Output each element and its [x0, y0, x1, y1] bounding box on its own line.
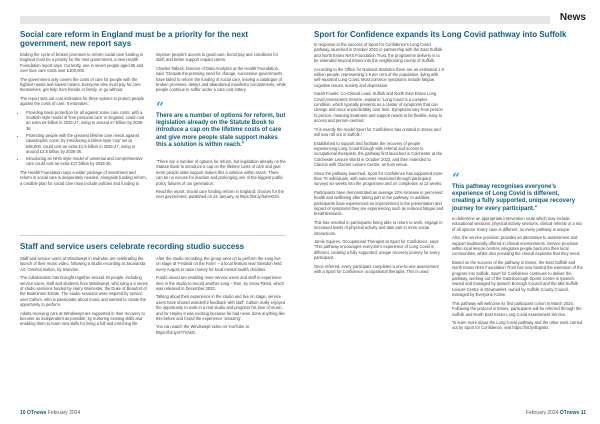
article1-p1: Ending the cycle of broken promises to reform social care funding in England must be a priority for the next government, a new Health Foundation report says. Currently, one in seven people aged 65 and over face care costs over £100,000.	[20, 52, 144, 74]
article1-column2	[156, 52, 286, 96]
article1-col2-top: improve people's access to good care, boost pay and conditions for staff, and better support unpaid carers.	[156, 52, 279, 63]
article2-column2	[156, 256, 286, 338]
article2-p2: The collaboration has brought together around 40 people, including service users, staff and students from Windswept, who sang a a series of studio sessions funded by Harry Worcester, the Duke of Beaufort of the Badminton Estate. The studio sessions were inspired by service user Callum, who is passionate about music and wanted to create the opportunity to perform.	[20, 275, 148, 308]
article1-pull-quote	[156, 100, 286, 149]
article3-p: Once referred, every participant completes a one-to-one assessment with a Sport for Confidence occupational therapist. This is used	[314, 263, 439, 275]
left-footer	[20, 410, 80, 416]
article1-quote-text: There are a number of options for reform, but legislation already on the Statute Book to introduce a cap on the lifetime costs of care and give more people state support makes this a solution is within reach."	[156, 113, 286, 148]
brand-name: OTnews	[26, 410, 47, 416]
article3-p: Participants have demonstrated an average 22% increase in perceived health and wellbeing after taking part in the pathway. In addition, participants have experienced an improvement in the presentation and impact of symptoms they are experiencing such as reduced fatigue and breathlessness.	[314, 189, 444, 217]
footer-date: February 2024	[525, 410, 559, 416]
article1-bullet: • Providing basic protection for all against some care costs, with a Scottish-style model of 'free personal care' in England, could cost an extra £6 billion in 2026-27, rising to around £7 billion by 2035-36.	[26, 110, 148, 132]
article3-col2-p: Based on the success of the pathway in Essex, the East Suffolk and North Essex NHS Foundation Trust has now funded the extension of the program into Suffolk. Sport for Confidence continues to deliver the pathway, working out of the Gainsborough Sports Centre in Ipswich, owned and managed by Ipswich Borough Council and the Mid Suffolk Leisure Centre in Stowmarket, owned by Suffolk County Council, managed by Everyone Active.	[452, 259, 583, 298]
right-footer	[526, 410, 586, 416]
section-divider	[20, 235, 286, 236]
article3-pull-quote	[452, 171, 584, 213]
article3-p: According to the Office for National Statistics there are an estimated 1.9 million people, representing 2.9 per cent of the population, living with self-reported Long Covid. Most common symptoms include fatigue, cognitive issues, anxiety and depression.	[314, 66, 444, 88]
article2-p3: Adults receiving care at Windswept are supported in their recovery to become as independent as possible, by nurturing existing skills and enabling them to learn new skills for living a full and enriching life.	[20, 310, 145, 327]
right-page	[300, 0, 600, 424]
article3-p: "It is exactly the model Sport for Confidence has created in Essex and will now roll out in Suffolk."	[314, 126, 441, 138]
article1-bullet-list	[20, 110, 148, 167]
article1-col2-p3: "There are a number of options for reform, but legislation already on the Statute Book to introduce a cap on the lifetime costs of care and give more people state support makes this a solution within reach. There can be no excuse for inaction and prolonging one of the biggest public policy failures of our generation.	[156, 159, 286, 186]
article1-col2-p4: Read the report, Social care funding reform in England: choices for the next government, published on 24 January, at https://bit.ly/3ubHGGi.	[156, 189, 284, 200]
article3-col2-p: To learn more about the Long Covid pathway and the other work carried out by Sport for Confidence, visit https://bit.ly/4bgo8iz.	[452, 319, 583, 331]
article1-bullet: • Protecting people with the greatest lifetime care needs against catastrophic costs, by introducing a Dilnot-style 'cap' set at £86,000, could cost an extra £1.5 billion in 2026-27, rising to around £3.5 billion by 2035-36.	[26, 133, 148, 155]
article3-column2	[452, 216, 584, 334]
footer-date: February 2024	[47, 410, 81, 416]
article3-col2-p: Also, the service provision provides an alternative to assessment and support traditionally offered in clinical environments. Service provision within local leisure centres integrates people back into their local communities, whilst also providing the clinical expertise that they need.	[452, 235, 581, 257]
article3-col2-p: This pathway will welcome its first participant cohort in March 2024. Following the protocol in Essex, participants will be referred through the Suffolk and North East Essex Long Covid Assessment Service.	[452, 300, 582, 317]
article1-headline: Social care reform in England must be a priority for the next government, new report says	[20, 30, 249, 49]
article2-col2-p2: Funds raised are enabling more service users and staff to experience time in the studio to record another song – Run, by Snow Patrol, which was released in December 2023.	[156, 275, 284, 292]
article2-col2-p1: After the studio recording, the group went on to perform the song live on stage at 'Festival on the Farm' – a local festival near Swindon held every August to raise money for local mental health charities.	[156, 256, 282, 272]
article1-p4: The Health Foundation says a wider package of investment and reform in social care is desperately needed. Alongside funding reform, a credible plan for social care must include policies and funding to	[20, 169, 147, 186]
article2-headline: Staff and service users celebrate recording studio success	[20, 242, 245, 251]
article3-p: Jamie Squires, Occupational Therapist at Sport for Confidence, says: 'This pathway encourages everyone's experience of Long Covid is different, creating a fully supported, unique recovery journey for every participant.	[314, 239, 440, 261]
quote-mark-icon: “	[156, 100, 165, 116]
article1-column2-lower	[156, 159, 286, 203]
top-rule	[20, 16, 300, 24]
article2-col2-p3: Talking about their experience in the studio and live on stage, service users have shared wonderful feedback with staff. Callum really enjoyed the opportunity to work in a real studio and progress his love of music, and for Hayley it was exciting because he had never done anything like this before and found the experience 'amazing'.	[156, 294, 285, 322]
article2-p1: Staff and service users at Windswept in Swindon are celebrating the launch of their music video, following a studio recording at Jacaranda Art, Overton Bolton, by Swindon.	[20, 256, 146, 272]
article1-column1	[20, 52, 148, 189]
page-number: 10	[20, 410, 26, 416]
article3-p: Sarah Fowler, Co-Clinical Lead, Suffolk and North East Essex Long Covid Assessment Service, explains: 'Long Covid is a complex condition, which typically presents as a cluster of symptoms that can change and recur unpredictably over time. Symptoms vary from person to person, meaning treatment and support needs to be flexible, easy to access and person-centred.	[314, 91, 443, 124]
brand-name: OTnews	[559, 410, 580, 416]
article3-p: In response to the success of Sport for Confidence's Long Covid pathway, launched in October 2022 in partnership with the East Suffolk and North Essex NHS Foundation Trust, the programme delivery is to be extended beyond Essex into the neighbouring county of Suffolk.	[314, 42, 443, 64]
article3-col2-p: to determine an appropriate intervention route which may include educational sessions, physical activity sessions, clinical referral or a mix of all options. Every case is different, so every pathway is unique.	[452, 216, 583, 232]
top-rule	[300, 16, 550, 24]
page-number: 11	[580, 410, 586, 416]
article3-p: Since the pathway launched, Sport for Confidence has supported more than 70 individuals, with outcomes measured through participant surveys six weeks into the programme and on completion at 12 weeks.	[314, 170, 443, 187]
article1-col2-p2: Charles Tallack, Director of Data Analytics at the Health Foundation, said: "Despite the pressing need for change, successive governments have failed to reform the funding of social care, leaving a catalogue of broken promises, delays and abandoned manifesto commitments, while people continue to suffer under a care cost lottery.	[156, 65, 286, 93]
article2-column1	[20, 256, 148, 330]
article2-col2-p4: You can watch the Windswept video on YouTube at https://bit.ly/477VAkG.	[156, 324, 249, 335]
article1-bullet: • Introducing an NHS-style model of universal and comprehensive care could cost an extra £17 billion by 2035-36.	[26, 156, 148, 167]
article3-headline: Sport for Confidence expands its Long Covid pathway into Suffolk	[314, 30, 567, 39]
quote-mark-icon: “	[452, 171, 461, 187]
article1-p3: The report sets out cost estimates for three options to protect people against the costs of care. It estimates:	[20, 95, 145, 107]
article3-quote-text: This pathway recognises everyone's experience of Long Covid is different, creating a fully supported, unique recovery journey for every participant."	[452, 184, 576, 212]
article3-p: Established to support and facilitate the recovery of people experiencing Long Covid through safe referral and access to occupational therapists, the pathway first launched in Colchester at the Colchester Leisure World in October 2022, and then extended to Clacton with Clacton Leisure Centre, as host venue.	[314, 140, 443, 168]
article3-column1	[314, 42, 444, 277]
article1-p2: The government only covers the costs of care for people with the highest needs and lowest means. Everyone else must pay for care themselves, get help from friends or family, or go without.	[20, 76, 141, 93]
section-label: News	[559, 12, 586, 23]
article3-p: This has resulted in participants being able to return to work, engage in increased levels of physical activity and take part in more social interactions.	[314, 219, 443, 236]
